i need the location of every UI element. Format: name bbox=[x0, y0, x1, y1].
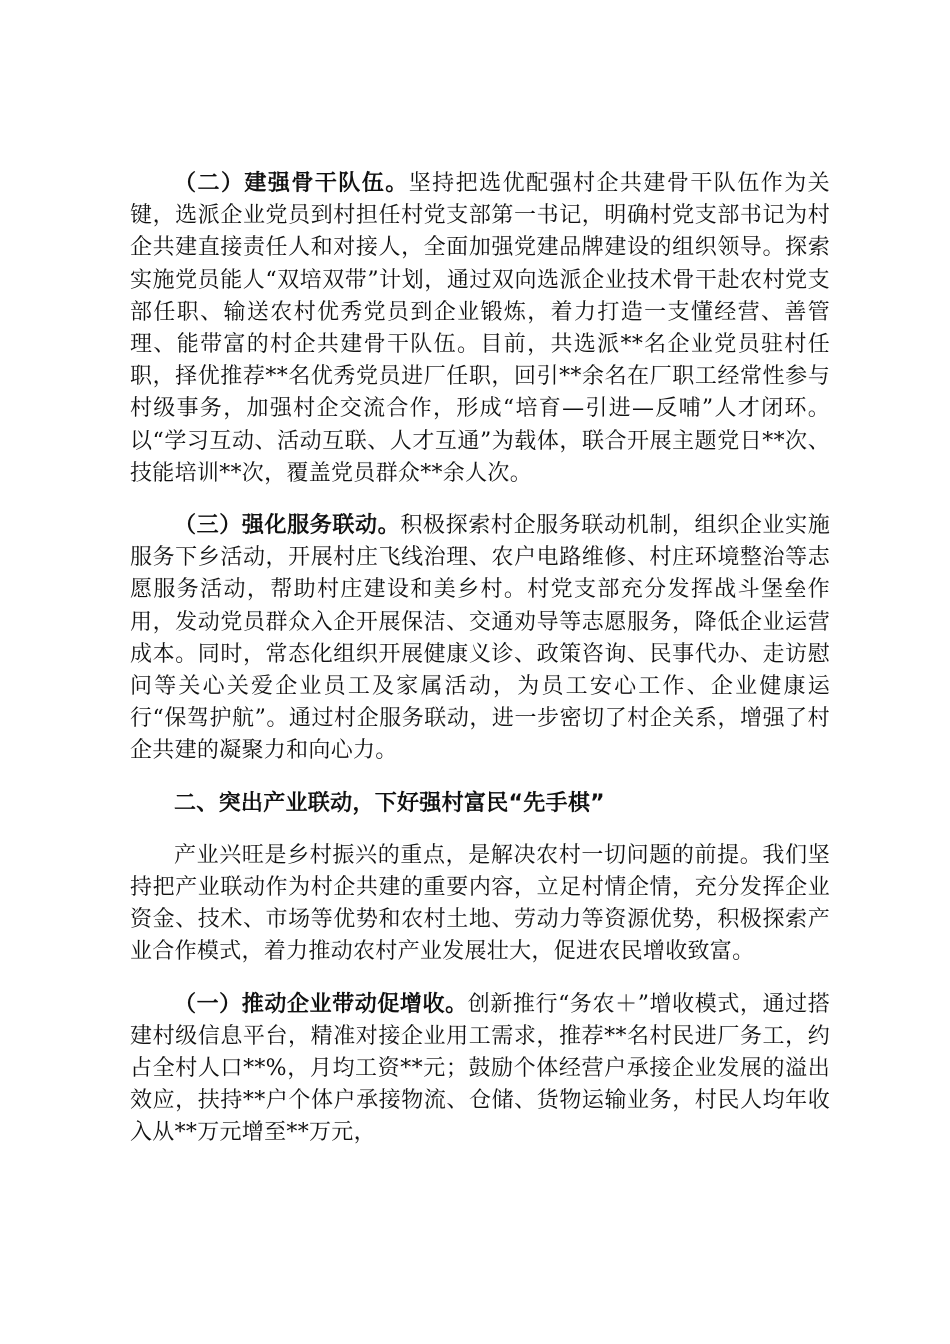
paragraph-text: 积极探索村企服务联动机制，组织企业实施服务下乡活动，开展村庄飞线治理、农户电路维修、村庄环境整治等志愿服务活动，帮助村庄建设和美乡村。村党支部充分发挥战斗堡垒作用，发动党员群众入企开展保洁、交通劝导等志愿服务，降低企业运营成本。同时，常态化组织开展健康义诊、政策咨询、民事代办、走访慰问等关心关爱企业员工及家属活动，为员工安心工作、企业健康运行“保驾护航”。通过村企服务联动，进一步密切了村企关系，增强了村企共建的凝聚力和向心力。 bbox=[130, 513, 830, 764]
paragraph-backbone-team bbox=[130, 168, 830, 490]
paragraph-industry-intro: 产业兴旺是乡村振兴的重点，是解决农村一切问题的前提。我们坚持把产业联动作为村企共建的重要内容，立足村情企情，充分发挥企业资金、技术、市场等优势和农村土地、劳动力等资源优势，积极探索产业合作模式，着力推动农村产业发展壮大，促进农民增收致富。 bbox=[130, 842, 830, 965]
paragraph-lead: （一）推动企业带动促增收。 bbox=[174, 991, 468, 1017]
paragraph-service-linkage bbox=[130, 510, 830, 768]
section-heading: 二、突出产业联动，下好强村富民“先手棋” bbox=[174, 790, 605, 816]
document-page bbox=[130, 168, 830, 1150]
paragraph-text: 坚持把选优配强村企共建骨干队伍作为关键，选派企业党员到村担任村党支部第一书记，明确村党支部书记为村企共建直接责任人和对接人，全面加强党建品牌建设的组织领导。探索实施党员能人“双培双带”计划，通过双向选派企业技术骨干赴农村党支部任职、输送农村优秀党员到企业锻炼，着力打造一支懂经营、善管理、能带富的村企共建骨干队伍。目前，共选派**名企业党员驻村任职，择优推荐**名优秀党员进厂任职，回引**余名在厂职工经常性参与村级事务，加强村企交流合作，形成“培育—引进—反哺”人才闭环。以“学习互动、活动互联、人才互通”为载体，联合开展主题党日**次、技能培训**次，覆盖党员群众**余人次。 bbox=[130, 171, 830, 486]
paragraph-lead: （二）建强骨干队伍。 bbox=[174, 171, 409, 196]
paragraph-enterprise-driven bbox=[130, 989, 830, 1150]
paragraph-text: 创新推行“务农＋”增收模式，通过搭建村级信息平台，精准对接企业用工需求，推荐**名村民进厂务工，约占全村人口**%，月均工资**元；鼓励个体经营户承接企业发展的溢出效应，扶持**户个体户承接物流、仓储、货物运输业务，村民人均年收入从**万元增至**万元， bbox=[130, 991, 830, 1146]
paragraph-lead: （三）强化服务联动。 bbox=[174, 513, 401, 539]
